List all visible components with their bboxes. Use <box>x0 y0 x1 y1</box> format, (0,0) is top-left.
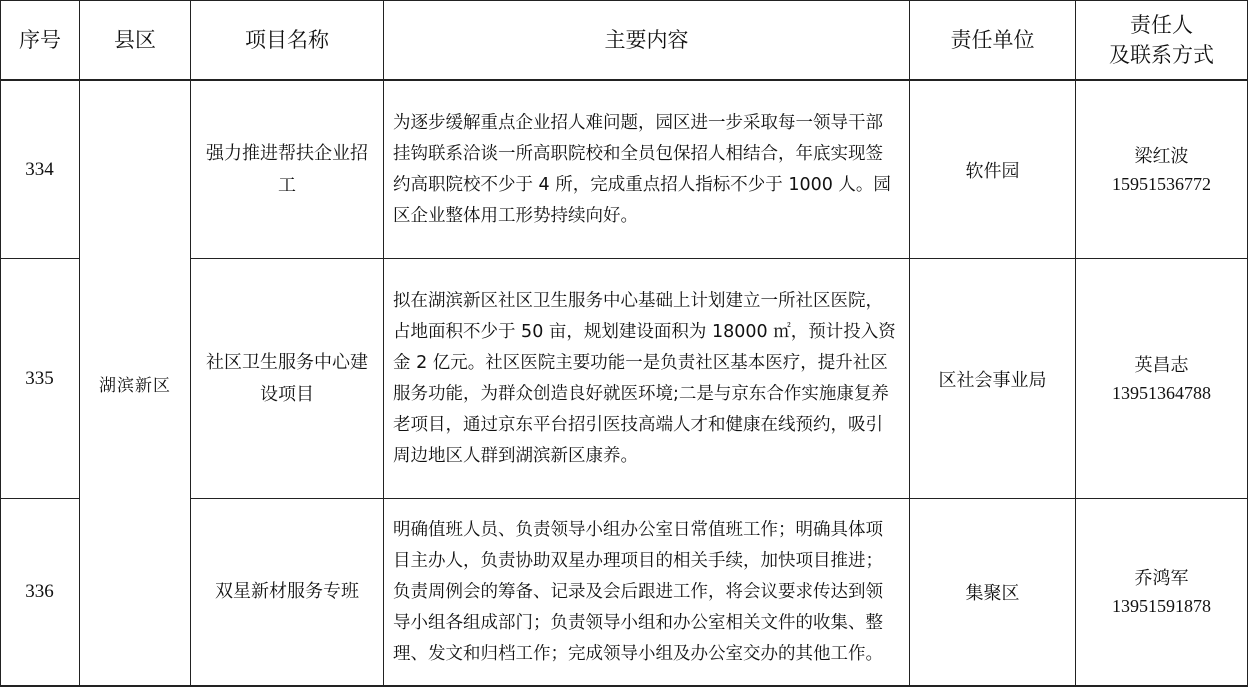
header-person-line1: 责任人 <box>1130 13 1193 37</box>
unit-cell: 区社会事业局 <box>938 369 1047 391</box>
header-content: 主要内容 <box>604 28 689 52</box>
seq-cell: 336 <box>25 581 54 602</box>
person-cell <box>1076 81 1247 258</box>
person-name: 乔鸿军 <box>1134 568 1189 589</box>
project-name-cell: 社区卫生服务中心建设项目 <box>206 351 368 405</box>
header-county: 县区 <box>114 28 156 52</box>
header-person <box>1076 0 1247 80</box>
person-cell <box>1076 499 1247 685</box>
person-cell <box>1076 259 1247 498</box>
content-cell <box>384 259 909 498</box>
county-cell: 湖滨新区 <box>99 375 171 396</box>
header-project: 项目名称 <box>245 28 329 52</box>
content-cell <box>384 499 909 685</box>
unit-cell: 软件园 <box>965 160 1020 182</box>
header-seq: 序号 <box>19 28 61 52</box>
content-text: 为逐步缓解重点企业招人难问题，园区进一步采取每一领导干部挂钩联系洽谈一所高职院校和全员包保招人相结合，年底实现签约高职院校不少于 4 所，完成重点招人指标不少于 1000 人。园区企业整体用工形势持续向好。 <box>393 112 891 226</box>
project-name-cell: 强力推进帮扶企业招工 <box>206 142 368 196</box>
header-person-line2: 及联系方式 <box>1109 43 1214 67</box>
person-name: 英昌志 <box>1134 354 1189 376</box>
person-phone: 15951536772 <box>1112 173 1211 194</box>
project-name-cell: 双星新材服务专班 <box>215 581 359 602</box>
person-name: 梁红波 <box>1134 145 1189 167</box>
seq-cell: 334 <box>25 158 54 180</box>
person-phone: 13951591878 <box>1112 596 1211 616</box>
header-unit: 责任单位 <box>950 28 1035 52</box>
content-text: 拟在湖滨新区社区卫生服务中心基础上计划建立一所社区医院，占地面积不少于 50 亩，规划建设面积为 18000 ㎡，预计投入资金 2 亿元。社区医院主要功能一是负责社区基本医疗，提升社区服务功能，为群众创造良好就医环境;二是与京东合作实施康复养老项目，通过京东平台招引医技高端人才和健康在线预约，吸引周边地区人群到湖滨新区康养。 <box>393 290 896 466</box>
seq-cell: 335 <box>25 367 54 389</box>
content-cell <box>384 81 909 258</box>
unit-cell: 集聚区 <box>965 583 1020 604</box>
content-text: 明确值班人员、负责领导小组办公室日常值班工作；明确具体项目主办人，负责协助双星办理项目的相关手续，加快项目推进；负责周例会的筹备、记录及会后跟进工作，将会议要求传达到领导小组各组成部门；负责领导小组和办公室相关文件的收集、整理、发文和归档工作；完成领导小组及办公室交办的其他工作。 <box>393 519 883 664</box>
person-phone: 13951364788 <box>1112 382 1211 403</box>
